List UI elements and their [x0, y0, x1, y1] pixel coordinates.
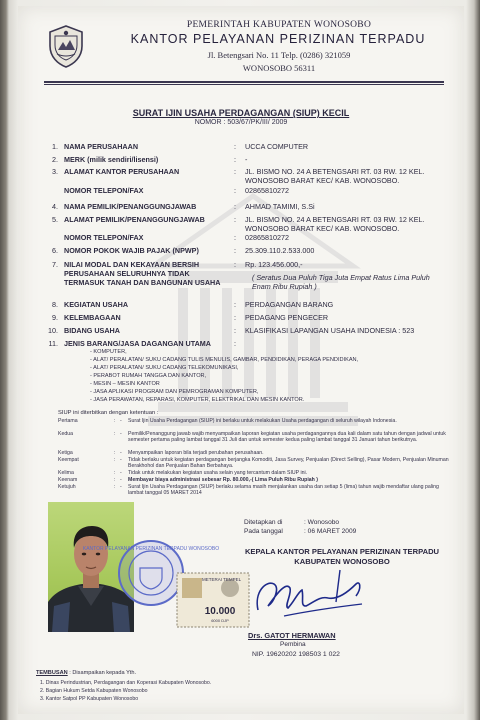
- provision-colon: :: [114, 457, 116, 463]
- provision-text: Pemilik/Penanggung jawab wajib menyampaikan laporan kegiatan usaha perdagangannya dua kali dalam satu tahun dengan jadwal untuk semester pertama paling lambat tanggal 31 Juli dan untuk semester kedua paling lambat tanggal 31 Januari tahun berikutnya.: [128, 431, 446, 444]
- field-label: BIDANG USAHA: [64, 326, 120, 335]
- field-number: 11.: [48, 339, 58, 348]
- stamp-text: KANTOR PELAYANAN PERIZINAN TERPADU WONOSOBO: [82, 546, 220, 552]
- provision-key: Ketujuh: [58, 484, 76, 490]
- revenue-stamp-icon: [176, 572, 250, 628]
- provision-key: Keenam: [58, 477, 78, 483]
- office-city: WONOSOBO 56311: [242, 63, 316, 73]
- provision-colon: :: [114, 450, 116, 456]
- field-value: Rp. 123.456.000,-: [245, 260, 303, 269]
- field-value: 25.309.110.2.533.000: [245, 246, 315, 255]
- copies-heading-suffix: : Disampaikan kepada Yth.: [69, 670, 137, 676]
- commodity-item: - JASA PERAWATAN, REPARASI, KOMPUTER, ELEKTRIKAL DAN MESIN KANTOR.: [90, 397, 305, 403]
- provision-dash: -: [120, 457, 122, 463]
- field-value: 02865810272: [245, 233, 289, 242]
- field-number: 4.: [52, 202, 58, 211]
- field-label: MERK (milik sendiri/lisensi): [64, 155, 159, 164]
- field-colon: :: [234, 313, 236, 322]
- field-colon: :: [234, 167, 236, 176]
- field-number: 5.: [52, 215, 58, 224]
- provision-key: Keempat: [58, 457, 79, 463]
- field-colon: :: [234, 186, 236, 195]
- field-number: 6.: [52, 246, 58, 255]
- field-colon: :: [234, 233, 236, 242]
- provision-text: Surat Ijin Usaha Perdagangan (SIUP) ini berlaku untuk melakukan Usaha perdagangan di seluruh wilayah Indonesia.: [128, 418, 397, 424]
- letterhead: [18, 12, 464, 88]
- signatory-title-regency: KABUPATEN WONOSOBO: [294, 557, 390, 566]
- commodity-item: - KOMPUTER,: [90, 349, 127, 355]
- field-label: NOMOR TELEPON/FAX: [64, 186, 144, 195]
- field-label: NOMOR TELEPON/FAX: [64, 233, 144, 242]
- provision-dash: -: [120, 477, 122, 483]
- provision-text: Tidak untuk melakukan kegiatan usaha selain yang tercantum dalam SIUP ini.: [128, 470, 308, 476]
- field-value: -: [245, 155, 248, 164]
- field-colon: :: [234, 326, 236, 335]
- issued-date-label: Pada tanggal: [244, 528, 283, 535]
- field-colon: :: [234, 142, 236, 151]
- copy-recipient: 3. Kantor Satpol PP Kabupaten Wonosobo: [40, 696, 139, 702]
- field-label: KELEMBAGAAN: [64, 313, 121, 322]
- provision-colon: :: [114, 470, 116, 476]
- provision-key: Pertama: [58, 418, 78, 424]
- handwritten-signature-icon: [244, 562, 374, 624]
- field-value: JL. BISMO NO. 24 A BETENGSARI RT. 03 RW. 12 KEL. WONOSOBO BARAT KEC/ KAB. WONOSOBO.: [245, 215, 425, 233]
- field-value: PEDAGANG PENGECER: [245, 313, 329, 322]
- signatory-name: Drs. GATOT HERMAWAN: [248, 631, 336, 640]
- provision-colon: :: [114, 418, 116, 424]
- field-value: PERDAGANGAN BARANG: [245, 300, 334, 309]
- provisions-heading: SIUP ini diterbitkan dengan ketentuan :: [58, 410, 159, 416]
- field-number: 3.: [52, 167, 58, 176]
- provision-text: Membayar biaya administrasi sebesar Rp. 80.000,-( Lima Puluh Ribu Rupiah ): [128, 477, 318, 483]
- field-value: AHMAD TAMIMI, S.Si: [245, 202, 315, 211]
- field-label: NILAI MODAL DAN KEKAYAAN BERSIH PERUSAHAAN SELURUHNYA TIDAK TERMASUK TANAH DAN BANGUNAN USAHA: [64, 260, 221, 287]
- document-number: NOMOR : 503/67/PK/III/ 2009: [194, 119, 288, 126]
- provision-dash: -: [120, 470, 122, 476]
- provision-text: Surat Ijin Usaha Perdagangan (SIUP) berlaku selama masih menjalankan usaha dan setiap 5 (lima) tahun wajib mendaftar ulang paling lambat tanggal 05 MARET 2014: [128, 484, 439, 497]
- office-address: Jl. Betengsari No. 11 Telp. (0286) 321059: [207, 50, 351, 60]
- provision-key: Ketiga: [58, 450, 73, 456]
- copy-recipient: 1. Dinas Perindustrian, Perdagangan dan Koperasi Kabupaten Wonosobo.: [40, 680, 212, 686]
- field-number: 10.: [48, 326, 58, 335]
- field-number: 1.: [52, 142, 58, 151]
- field-colon: :: [234, 246, 236, 255]
- copies-heading-label: TEMBUSAN: [36, 670, 68, 676]
- provision-dash: -: [120, 484, 122, 490]
- field-label: NAMA PEMILIK/PENANGGUNGJAWAB: [64, 202, 197, 211]
- field-value: KLASIFIKASI LAPANGAN USAHA INDONESIA : 523: [245, 326, 415, 335]
- provision-text: Tidak berlaku untuk kegiatan perdagangan berjangka Komoditi, Jasa Survey, Penjualan (Direct Selling), Pasar Modern, Penjualan Minuman Berakhohol dan Penjualan Bahan Berbahaya.: [128, 457, 449, 470]
- field-number: 2.: [52, 155, 58, 164]
- signatory-rank: Pembina: [280, 641, 306, 648]
- field-label: ALAMAT KANTOR PERUSAHAAN: [64, 167, 180, 176]
- commodity-item: - JASA APLIKASI PROGRAM DAN PEMROGRAMAN KOMPUTER,: [90, 389, 259, 395]
- office-name: KANTOR PELAYANAN PERIZINAN TERPADU: [130, 32, 426, 46]
- revenue-stamp-value: 10.000: [204, 606, 236, 617]
- copies-heading: [36, 670, 136, 676]
- field-number: 7.: [52, 260, 58, 269]
- provision-colon: :: [114, 477, 116, 483]
- field-value: JL. BISMO NO. 24 A BETENGSARI RT. 03 RW. 12 KEL. WONOSOBO BARAT KEC/ KAB. WONOSOBO.: [245, 167, 425, 185]
- field-value: UCCA COMPUTER: [245, 142, 309, 151]
- field-value-in-words: ( Seratus Dua Puluh Tiga Juta Empat Ratus Lima Puluh Enam Ribu Rupiah ): [252, 273, 430, 291]
- provision-text: Menyampaikan laporan bila terjadi perubahan perusahaan.: [128, 450, 264, 456]
- issued-date-value: : 06 MARET 2009: [304, 528, 357, 535]
- field-label: NOMOR POKOK WAJIB PAJAK (NPWP): [64, 246, 199, 255]
- field-colon: :: [234, 339, 236, 348]
- provision-dash: -: [120, 450, 122, 456]
- regency-emblem-icon: [46, 24, 86, 68]
- provision-colon: :: [114, 431, 116, 437]
- letterhead-rule-thin: [44, 84, 444, 85]
- field-colon: :: [234, 215, 236, 224]
- letterhead-rule: [44, 81, 444, 83]
- field-number: 9.: [52, 313, 58, 322]
- signatory-title: KEPALA KANTOR PELAYANAN PERIZINAN TERPADU: [244, 547, 440, 556]
- field-colon: :: [234, 260, 236, 269]
- provision-colon: :: [114, 484, 116, 490]
- government-name: PEMERINTAH KABUPATEN WONOSOBO: [186, 20, 372, 30]
- document-title: SURAT IJIN USAHA PERDAGANGAN (SIUP) KECIL: [132, 108, 350, 118]
- issued-place-value: : Wonosobo: [304, 519, 340, 526]
- field-label: NAMA PERUSAHAAN: [64, 142, 139, 151]
- field-value: 02865810272: [245, 186, 289, 195]
- field-colon: :: [234, 202, 236, 211]
- field-label: ALAMAT PEMILIK/PENANGGUNGJAWAB: [64, 215, 205, 224]
- commodity-item: - ALAT/ PERALATAN/ SUKU CADANG TULIS MENULIS, GAMBAR, PENDIDIKAN, PERAGA PENDIDIKAN,: [90, 357, 359, 363]
- provision-key: Kedua: [58, 431, 74, 437]
- revenue-stamp-series: 6000 DJP: [211, 618, 229, 623]
- revenue-stamp-label: METERAI TEMPEL: [202, 577, 242, 582]
- field-number: 8.: [52, 300, 58, 309]
- field-colon: :: [234, 300, 236, 309]
- provision-dash: -: [120, 418, 122, 424]
- issued-date: [244, 528, 357, 535]
- signatory-nip: NIP. 19620202 198503 1 022: [252, 651, 340, 658]
- commodity-item: - PERABOT RUMAH TANGGA DAN KANTOR,: [90, 373, 207, 379]
- commodity-item: - MESIN – MESIN KANTOR: [90, 381, 160, 387]
- certificate-document: [18, 6, 464, 714]
- provision-dash: -: [120, 431, 122, 437]
- commodity-item: - ALAT/ PERALATAN/ SUKU CADANG TELEKOMUNIKASI,: [90, 365, 239, 371]
- issued-place-label: Ditetapkan di: [244, 519, 283, 526]
- field-label: JENIS BARANG/JASA DAGANGAN UTAMA: [64, 339, 211, 348]
- issued-place: [244, 519, 340, 526]
- field-label: KEGIATAN USAHA: [64, 300, 129, 309]
- provision-key: Kelima: [58, 470, 74, 476]
- copy-recipient: 2. Bagian Hukum Setda Kabupaten Wonosobo: [40, 688, 148, 694]
- field-colon: :: [234, 155, 236, 164]
